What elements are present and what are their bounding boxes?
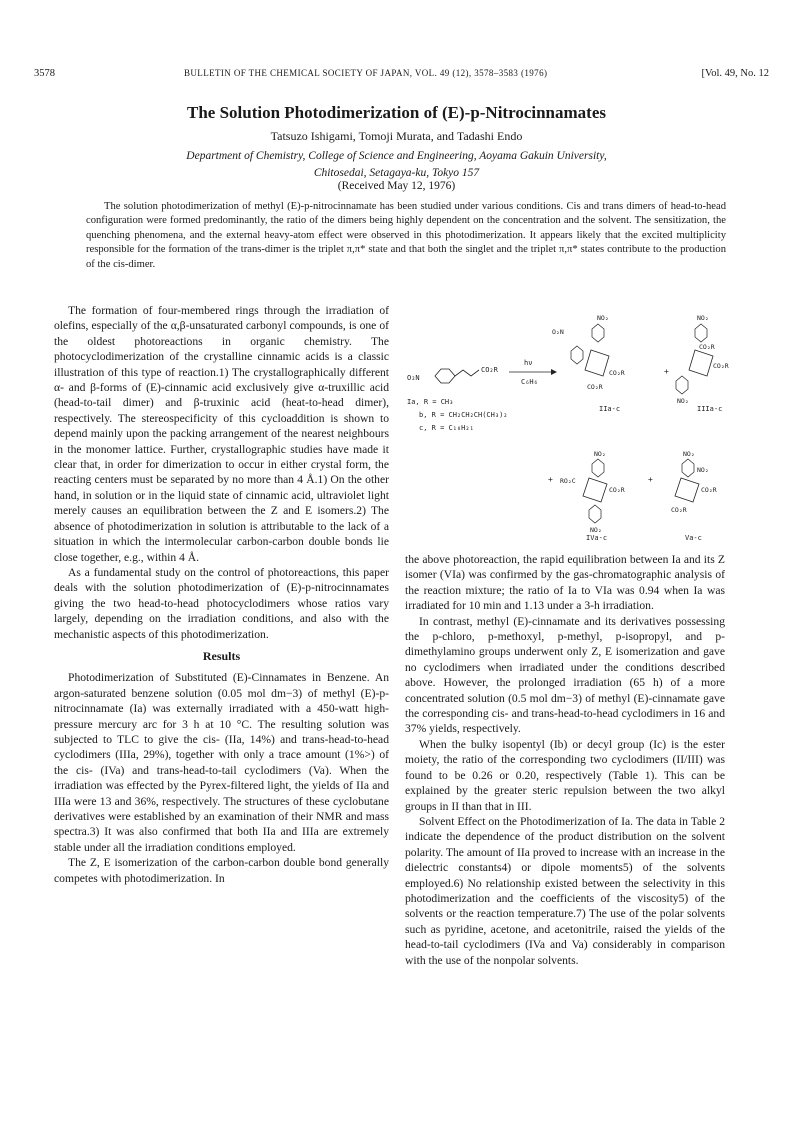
results-paragraph-1: Photodimerization of Substituted (E)-Cinnamates in Benzene. An argon-saturated benzene solution (0.05 mol dm−3) of methyl (E)-p-nitrocinnamate (Ia) was externally irradiated with a 450-watt high-pressure mercury arc for 3 h at 10 °C. The resulting solution was subjected to TLC to give the cis- (IIa, 14%) and trans-head-to-head cyclodimers (IIIa, 29%), together with only a trace amount (1%>) of the cis- (IVa) and trans-head-to-tail cyclodimers (Va). When the irradiation was effected by the Pyrex-filtered light, the yields of IIa and IIIa were 13 and 36%, respectively. The structures of these cyclobutane derivatives were established by an examination of their NMR and mass spectra.3) It was also confirmed that both IIa and IIIa are extremely stable under all the irradiation conditions employed. (54, 671, 389, 854)
intro-paragraph-2: As a fundamental study on the control of photoreactions, this paper deals with the solution photodimerization of (E)-p-nitrocinnamates giving the two head-to-head photocyclodimers whose ratios vary largely, depending on the irradiation conditions, and also with the mechanistic aspects of this photodimerization. (54, 565, 389, 641)
right-paragraph-2: In contrast, methyl (E)-cinnamate and its derivatives possessing the p-chloro, p-methoxyl, p-methyl, p-isopropyl, and p-dimethylamino groups underwent only Z, E isomerization and gave no cyclodimers when irradiated under the conditions described above. However, the prolonged irradiation (65 h) of a more concentrated solution (0.5 mol dm−3) of methyl (E)-cinnamate gave the corresponding cis- and trans-head-to-head cyclodimers in 16 and 37% yields, respectively. (405, 614, 725, 736)
plus-sign-3: + (648, 475, 653, 484)
section-heading-results: Results (202, 648, 241, 663)
structure-IIIa (676, 314, 729, 413)
page-number: 3578 (34, 68, 55, 79)
va-no2-second: NO₂ (697, 466, 709, 474)
label-IVa-c: IVa-c (586, 534, 608, 542)
abstract: The solution photodimerization of methyl (E)-p-nitrocinnamate has been studied under various conditions. Cis and trans dimers of head-to-head configuration were formed predominantly, the ratio of the dimers being highly dependent on the concentration and the solvent. The sensitization, the quenching phenomena, and the external heavy-atom effect were observed in this photodimerization. It appears likely that the excited multiplicity responsible for the formation of the trans-dimer is the triplet π,π* state and that both the singlet and the triplet π,π* states contribute to the production of the cis-dimer. (86, 201, 726, 270)
affiliation-line-2: Chitosedai, Setagaya-ku, Tokyo 157 (313, 167, 480, 179)
va-co2r-2: CO₂R (671, 506, 687, 514)
received-date: (Received May 12, 1976) (337, 180, 456, 192)
iiia-no2-bottom: NO₂ (677, 397, 689, 405)
iiia-no2-top: NO₂ (697, 314, 709, 322)
iva-no2-bottom: NO₂ (590, 526, 602, 534)
iva-no2-top: NO₂ (594, 450, 606, 458)
results-paragraph-2: The Z, E isomerization of the carbon-carbon double bond generally competes with photodimerization. In (54, 856, 389, 885)
reactant-structure (407, 366, 499, 383)
plus-sign-2: + (548, 475, 553, 484)
iia-co2r-1: CO₂R (609, 369, 625, 377)
legend-c: c, R = C₁₀H₂₁ (419, 424, 474, 432)
va-no2-top: NO₂ (683, 450, 695, 458)
reaction-arrow (509, 359, 557, 386)
journal-name: BULLETIN OF THE CHEMICAL SOCIETY OF JAPAN, VOL. 49 (12), 3578–3583 (1976) (184, 68, 548, 78)
substituent-legend (407, 398, 508, 432)
label-IIIa-c: IIIa-c (697, 405, 723, 413)
reactant-double-bond (455, 370, 479, 376)
right-paragraph-4: Solvent Effect on the Photodimerization of Ia. The data in Table 2 indicate the dependence of the product distribution on the solvent polarity. The amount of IIa proved to increase with an increase in the dielectric constants4) or dipole moments5) of the solvents employed.6) No relationship existed between the selectivity in this photodimerization and the coefficients of the viscosity5) of the solvents or the reaction temperature.7) The use of the polar solvents such as pyridine, acetone, and acetonitrile, raised the yields of the head-to-tail cyclodimers (IVa and Va) considerably in comparison with the use of the nonpolar solvents. (405, 814, 725, 967)
structure-IIa (552, 314, 625, 413)
iia-no2-top: NO₂ (597, 314, 609, 322)
label-IIa-c: IIa-c (599, 405, 621, 413)
intro-paragraph-1: The formation of four-membered rings through the irradiation of olefins, especially of the α,β-unsaturated carbonyl compounds, is one of the oldest photoreactions in organic chemistry. The photocyclodimerization of the crystalline cinnamic acids is a classic illustration of this type of reaction.1) The crystallographically different α- and β-forms of (E)-cinnamic acid exclusively give α-truxillic acid (head-to-tail dimer) and β-truxinic acid (heat-to-head dimer), respectively. The stereospecificity of this cycloaddition is shown to depend mainly upon the packing arrangement of the nearest neighbours in the monomer lattice. Further, crystallographic studies have made it clear that, in order for dimerization to occur in either crystal form, the reacting centers must be separated by no more than 4 Å.1) On the other hand, in solution or in the liquid state of cinnamic acid, ultraviolet light merely causes an equilibration between the Z and E isomers.2) The absence of photodimerization in solution is attributable to the lack of a situation in which the intermolecular carbon-carbon double bonds lie close together, e.g., within 4 Å. (54, 304, 389, 564)
va-cyclobutane (675, 478, 699, 502)
legend-b: b, R = CH₂CH₂CH(CH₃)₂ (419, 411, 508, 419)
affiliation (0, 148, 793, 182)
affiliation-line-1: Department of Chemistry, College of Science and Engineering, Aoyama Gakuin University, (186, 150, 607, 162)
iva-co2r: CO₂R (609, 486, 625, 494)
reactant-ester-label: CO₂R (481, 366, 498, 374)
structure-Va (671, 450, 717, 542)
va-co2r-1: CO₂R (701, 486, 717, 494)
right-column (405, 552, 725, 968)
arrow-hv-label: hν (524, 359, 533, 367)
iia-co2r-2: CO₂R (587, 383, 603, 391)
running-header (34, 68, 769, 82)
reactant-no2-label: O₂N (407, 374, 420, 382)
right-paragraph-3: When the bulky isopentyl (Ib) or decyl group (Ic) is the ester moiety, the ratio of the corresponding two cyclodimers (II/III) was found to be 0.26 or 0.20, respectively (Table 1). This can be explained by the greater steric repulsion between the two alkyl groups in II than that in III. (405, 737, 725, 813)
author-list: Tatsuzo Ishigami, Tomoji Murata, and Tadashi Endo (270, 129, 523, 143)
arrow-solvent-label: C₆H₆ (521, 378, 538, 386)
iia-o2n: O₂N (552, 328, 564, 336)
legend-a: Ia, R = CH₃ (407, 398, 454, 406)
iiia-co2r-1: CO₂R (699, 343, 715, 351)
iia-cyclobutane (585, 350, 609, 376)
label-Va-c: Va-c (685, 534, 702, 542)
iva-cyclobutane (583, 478, 607, 502)
structure-IVa (560, 450, 625, 542)
left-column (54, 303, 389, 886)
plus-sign-1: + (664, 367, 669, 376)
volume-info: [Vol. 49, No. 12 (701, 68, 769, 79)
iiia-co2r-2: CO₂R (713, 362, 729, 370)
reactant-benzene-ring (435, 369, 455, 383)
right-paragraph-1: the above photoreaction, the rapid equilibration between Ia and its Z isomer (VIa) was confirmed by the gas-chromatographic analysis of the reaction mixture; the ratio of Ia to VIa was 0.94 when Ia was irradiated for 10 min and 1.13 under a 3-h irradiation. (405, 553, 725, 613)
reaction-scheme (405, 312, 735, 542)
paper-title: The Solution Photodimerization of (E)-p-Nitrocinnamates (186, 103, 606, 122)
iva-ro2c: RO₂C (560, 477, 576, 485)
iiia-cyclobutane (689, 350, 713, 376)
